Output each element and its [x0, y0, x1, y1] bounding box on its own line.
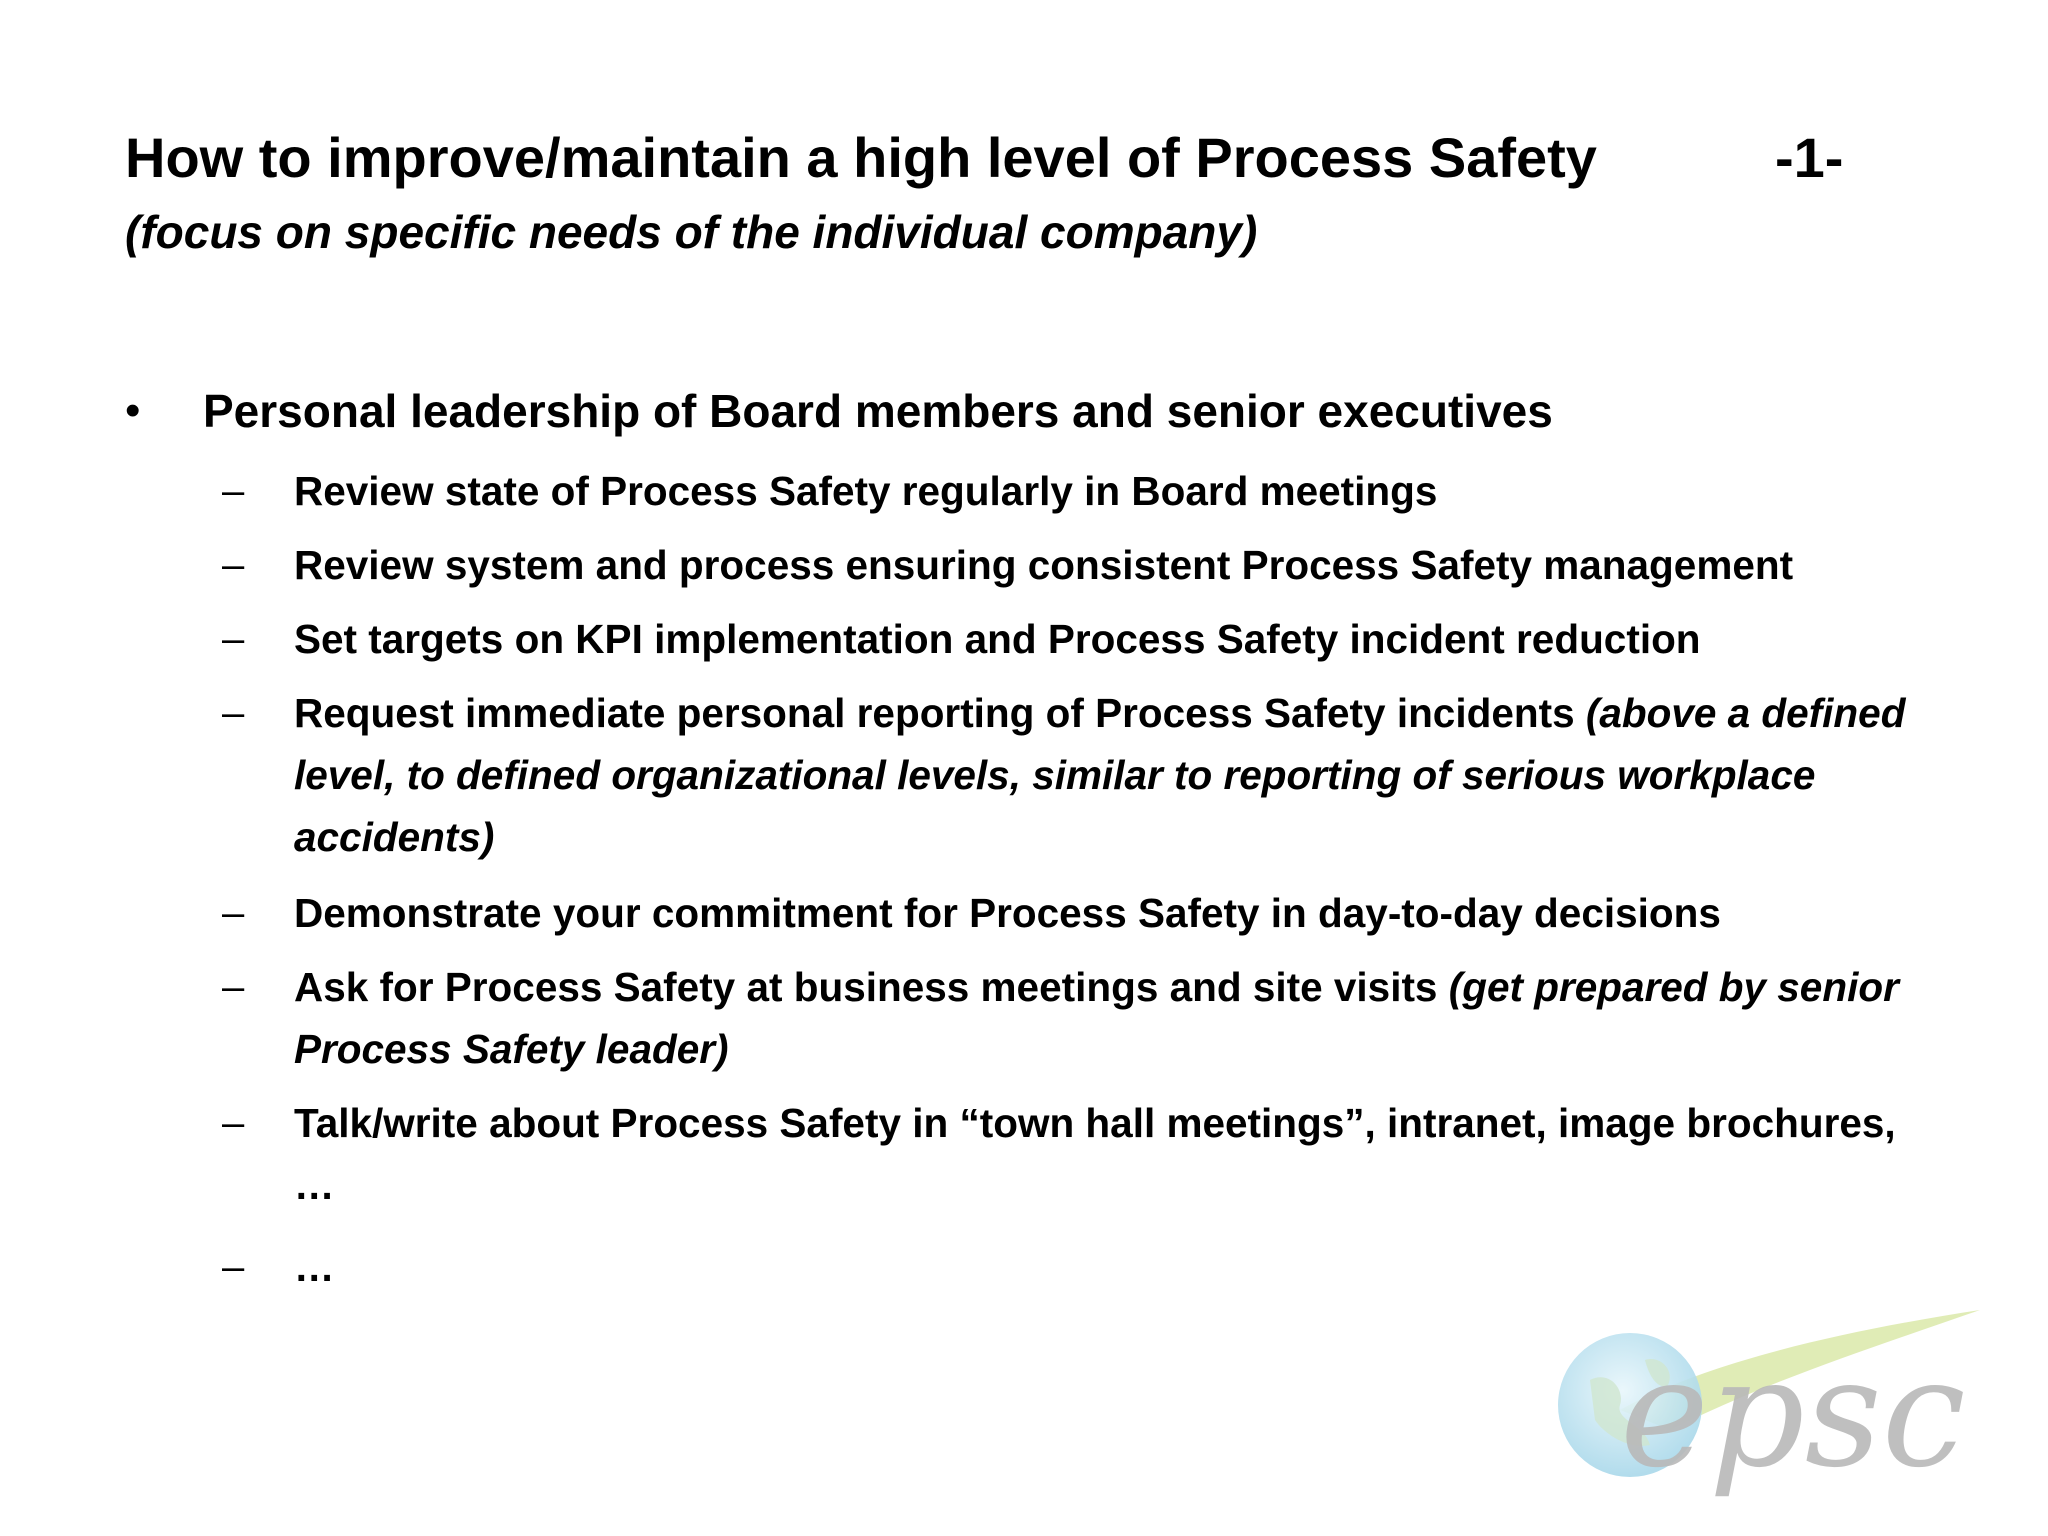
list-item-text: Request immediate personal reporting of Process Safety incidents (above a defined level, to defined organizational levels, similar to reporting of serious workplace accidents)	[294, 690, 1906, 860]
title-row	[125, 118, 1905, 198]
slide-number: -1-	[1775, 126, 1844, 189]
svg-text:epsc: epsc	[1620, 1327, 1966, 1500]
bullet-marker: •	[125, 386, 141, 435]
dash-marker: –	[222, 1101, 245, 1145]
epsc-logo	[1550, 1300, 1990, 1500]
list-item-text: Ask for Process Safety at business meetings and site visits (get prepared by senior Process Safety leader)	[294, 964, 1899, 1072]
main-bullet	[125, 376, 1925, 446]
dash-marker: –	[222, 469, 245, 513]
list-item-text: Set targets on KPI implementation and Process Safety incident reduction	[294, 616, 1701, 662]
slide-subtitle: (focus on specific needs of the individual company)	[125, 206, 1258, 258]
dash-marker: –	[222, 617, 245, 661]
dash-marker: –	[222, 1245, 245, 1289]
main-bullet-text: Personal leadership of Board members and senior executives	[203, 385, 1553, 437]
list-item-text: Talk/write about Process Safety in “town hall meetings”, intranet, image brochures, …	[294, 1100, 1896, 1208]
dash-marker: –	[222, 543, 245, 587]
list-item-text: Demonstrate your commitment for Process Safety in day-to-day decisions	[294, 890, 1721, 936]
dash-marker: –	[222, 965, 245, 1009]
list-item-text: Review state of Process Safety regularly in Board meetings	[294, 468, 1438, 514]
list-item-text: Review system and process ensuring consistent Process Safety management	[294, 542, 1794, 588]
dash-marker: –	[222, 891, 245, 935]
slide-title: How to improve/maintain a high level of Process Safety	[125, 126, 1597, 189]
dash-marker: –	[222, 691, 245, 735]
list-item-text: …	[294, 1244, 335, 1290]
